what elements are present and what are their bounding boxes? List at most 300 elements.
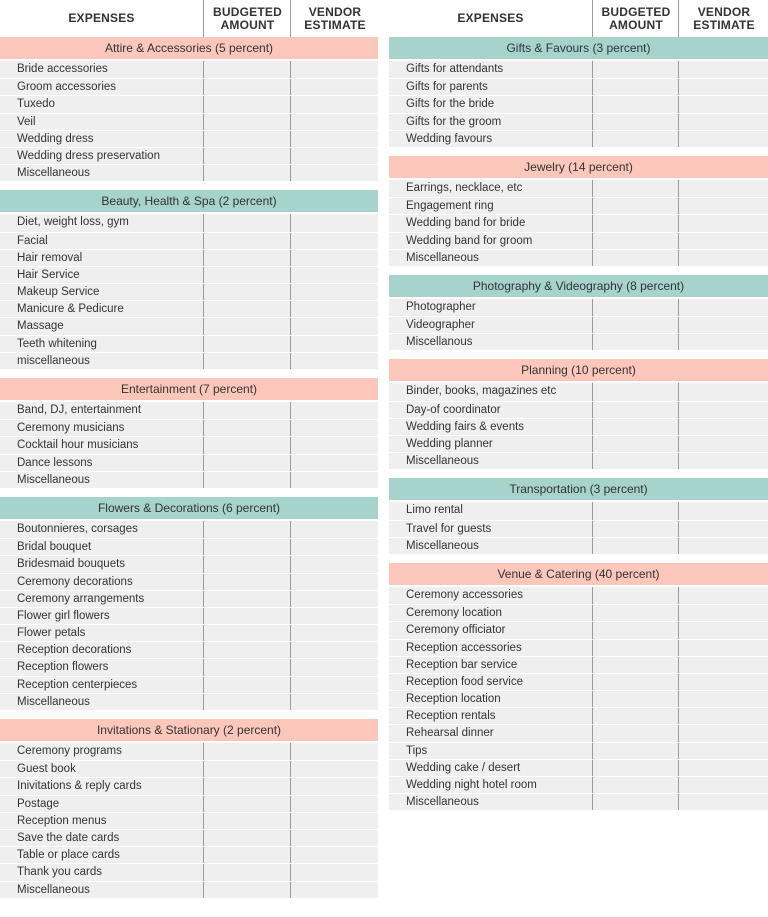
vendor-estimate-cell[interactable] — [290, 318, 291, 334]
expense-label: Wedding dress preservation — [17, 149, 160, 162]
budgeted-amount-cell[interactable] — [592, 180, 593, 197]
expense-label: Miscellaneous — [17, 695, 90, 708]
section-gap — [0, 181, 378, 190]
expense-label: Massage — [17, 320, 64, 333]
budgeted-amount-cell[interactable] — [592, 215, 593, 231]
vendor-estimate-cell[interactable] — [290, 778, 291, 794]
budgeted-amount-cell[interactable] — [203, 233, 204, 249]
vendor-estimate-header: VENDOR ESTIMATE — [678, 0, 768, 37]
vendor-estimate-cell[interactable] — [678, 299, 679, 316]
expense-label: Miscellaneous — [17, 883, 90, 896]
section-title: Entertainment (7 percent) — [0, 378, 378, 400]
budgeted-amount-cell[interactable] — [203, 796, 204, 812]
expense-section — [0, 190, 378, 369]
expense-label: Wedding band for groom — [406, 234, 533, 247]
vendor-estimate-cell[interactable] — [290, 472, 291, 488]
expense-label: Ceremony officiator — [406, 624, 506, 637]
expense-label: Flower petals — [17, 627, 86, 640]
section-gap — [0, 488, 378, 497]
expense-label: Makeup Service — [17, 286, 100, 299]
vendor-estimate-cell[interactable] — [290, 694, 291, 710]
expense-label: Manicure & Pedicure — [17, 303, 124, 316]
table-row — [0, 624, 378, 641]
budgeted-amount-cell[interactable] — [592, 131, 593, 147]
vendor-estimate-cell[interactable] — [290, 233, 291, 249]
left-column — [0, 0, 378, 898]
expense-label: Miscellaneous — [17, 473, 90, 486]
vendor-estimate-cell[interactable] — [290, 574, 291, 590]
budgeted-amount-cell[interactable] — [203, 882, 204, 898]
budgeted-amount-cell[interactable] — [203, 539, 204, 555]
expense-label: Groom accessories — [17, 81, 117, 94]
budgeted-amount-cell[interactable] — [203, 318, 204, 334]
table-row — [0, 436, 378, 453]
table-row — [389, 537, 768, 554]
vendor-estimate-cell[interactable] — [290, 521, 291, 538]
vendor-estimate-cell[interactable] — [290, 625, 291, 641]
table-row — [0, 743, 378, 760]
table-row — [0, 555, 378, 572]
vendor-estimate-cell[interactable] — [678, 622, 679, 638]
vendor-estimate-cell[interactable] — [290, 864, 291, 880]
table-row — [389, 435, 768, 452]
vendor-estimate-cell[interactable] — [678, 538, 679, 554]
table-header — [389, 0, 768, 37]
budgeted-amount-cell[interactable] — [592, 725, 593, 741]
expense-label: Gifts for the bride — [406, 98, 495, 111]
expense-label: Miscellaneous — [17, 167, 90, 180]
vendor-estimate-cell[interactable] — [290, 539, 291, 555]
table-row — [0, 95, 378, 112]
table-row — [0, 283, 378, 300]
vendor-estimate-cell[interactable] — [290, 847, 291, 863]
section-gap — [389, 266, 768, 275]
budgeted-amount-cell[interactable] — [592, 743, 593, 759]
right-column — [389, 0, 768, 810]
budgeted-amount-cell[interactable] — [592, 436, 593, 452]
table-row — [0, 130, 378, 147]
budgeted-amount-cell[interactable] — [203, 472, 204, 488]
table-row — [0, 249, 378, 266]
budgeted-amount-cell[interactable] — [203, 659, 204, 675]
budgeted-amount-cell[interactable] — [203, 165, 204, 181]
vendor-estimate-cell[interactable] — [678, 383, 679, 400]
budgeted-amount-cell[interactable] — [592, 657, 593, 673]
vendor-estimate-cell[interactable] — [678, 334, 679, 350]
table-row — [389, 742, 768, 759]
expense-label: Miscellaneous — [406, 796, 479, 809]
section-title: Jewelry (14 percent) — [389, 156, 768, 178]
section-title: Gifts & Favours (3 percent) — [389, 37, 768, 59]
section-title: Transportation (3 percent) — [389, 478, 768, 500]
budgeted-amount-cell[interactable] — [203, 402, 204, 419]
expense-label: Reception bar service — [406, 658, 518, 671]
budgeted-amount-cell[interactable] — [592, 605, 593, 621]
vendor-estimate-cell[interactable] — [290, 96, 291, 112]
vendor-estimate-cell[interactable] — [290, 830, 291, 846]
vendor-estimate-cell[interactable] — [290, 761, 291, 777]
expense-label: Boutonnieres, corsages — [17, 522, 138, 535]
vendor-estimate-cell[interactable] — [678, 114, 679, 130]
budgeted-amount-cell[interactable] — [592, 299, 593, 316]
expense-label: Day-of coordinator — [406, 403, 501, 416]
expense-label: Reception accessories — [406, 641, 522, 654]
vendor-estimate-cell[interactable] — [290, 882, 291, 898]
expense-label: Wedding band for bride — [406, 217, 526, 230]
vendor-estimate-cell[interactable] — [678, 180, 679, 197]
table-row — [389, 639, 768, 656]
budgeted-amount-cell[interactable] — [203, 591, 204, 607]
expenses-header: EXPENSES — [457, 11, 524, 25]
budgeted-amount-cell[interactable] — [592, 622, 593, 638]
budgeted-amount-cell[interactable] — [203, 694, 204, 710]
expense-label: Teeth whitening — [17, 337, 97, 350]
expense-label: Binder, books, magazines etc — [406, 385, 557, 398]
vendor-estimate-cell[interactable] — [678, 96, 679, 112]
table-row — [389, 401, 768, 418]
vendor-estimate-cell[interactable] — [290, 743, 291, 760]
table-row — [0, 317, 378, 334]
vendor-estimate-cell[interactable] — [678, 777, 679, 793]
budgeted-amount-cell[interactable] — [203, 267, 204, 283]
table-row — [389, 61, 768, 78]
expense-label: Gifts for parents — [406, 81, 488, 94]
vendor-estimate-cell[interactable] — [678, 215, 679, 231]
expenses-header: EXPENSES — [68, 11, 135, 25]
budgeted-amount-cell[interactable] — [203, 214, 204, 231]
table-row — [389, 214, 768, 231]
budgeted-amount-cell[interactable] — [592, 61, 593, 78]
vendor-estimate-cell[interactable] — [290, 437, 291, 453]
table-row — [389, 197, 768, 214]
budgeted-amount-cell[interactable] — [203, 743, 204, 760]
table-row — [389, 724, 768, 741]
budgeted-amount-cell[interactable] — [203, 455, 204, 471]
table-row — [0, 846, 378, 863]
expense-label: Facial — [17, 234, 48, 247]
vendor-estimate-cell[interactable] — [678, 317, 679, 333]
budgeted-amount-header: BUDGETED AMOUNT — [203, 0, 291, 37]
budgeted-amount-cell[interactable] — [203, 625, 204, 641]
vendor-estimate-cell[interactable] — [290, 165, 291, 181]
table-row — [389, 690, 768, 707]
budgeted-amount-cell[interactable] — [592, 402, 593, 418]
budgeted-amount-cell[interactable] — [592, 114, 593, 130]
vendor-estimate-cell[interactable] — [678, 725, 679, 741]
table-row — [389, 333, 768, 350]
vendor-estimate-cell[interactable] — [678, 131, 679, 147]
vendor-estimate-header: VENDOR ESTIMATE — [290, 0, 379, 37]
expense-label: Miscellanous — [406, 336, 473, 349]
table-row — [389, 249, 768, 266]
vendor-estimate-cell[interactable] — [290, 250, 291, 266]
expense-label: Diet, weight loss, gym — [17, 216, 129, 229]
vendor-estimate-cell[interactable] — [290, 677, 291, 693]
budgeted-amount-cell[interactable] — [203, 79, 204, 95]
budgeted-amount-cell[interactable] — [203, 864, 204, 880]
expense-label: Engagement ring — [406, 200, 494, 213]
vendor-estimate-cell[interactable] — [290, 402, 291, 419]
table-row — [0, 863, 378, 880]
table-row — [389, 180, 768, 197]
vendor-estimate-cell[interactable] — [678, 419, 679, 435]
table-row — [0, 113, 378, 130]
budgeted-amount-cell[interactable] — [203, 830, 204, 846]
expense-label: Ceremony musicians — [17, 422, 125, 435]
vendor-estimate-cell[interactable] — [290, 796, 291, 812]
vendor-estimate-cell[interactable] — [290, 61, 291, 78]
table-row — [389, 130, 768, 147]
expense-label: Wedding planner — [406, 438, 493, 450]
vendor-estimate-cell[interactable] — [678, 587, 679, 604]
budgeted-amount-cell[interactable] — [203, 761, 204, 777]
section-rows — [0, 400, 378, 488]
section-rows — [0, 212, 378, 369]
vendor-estimate-cell[interactable] — [678, 436, 679, 452]
section-title: Photography & Videography (8 percent) — [389, 275, 768, 297]
table-row — [0, 693, 378, 710]
expense-label: Bride accessories — [17, 63, 108, 75]
vendor-estimate-cell[interactable] — [290, 642, 291, 658]
budgeted-amount-cell[interactable] — [203, 131, 204, 147]
expense-label: Ceremony arrangements — [17, 592, 145, 605]
vendor-estimate-cell[interactable] — [290, 455, 291, 471]
table-row — [0, 147, 378, 164]
table-row — [389, 776, 768, 793]
vendor-estimate-cell[interactable] — [290, 131, 291, 147]
budgeted-amount-cell[interactable] — [203, 336, 204, 352]
table-row — [389, 78, 768, 95]
vendor-estimate-cell[interactable] — [678, 79, 679, 95]
budgeted-amount-cell[interactable] — [592, 587, 593, 604]
expense-label: Guest book — [17, 763, 76, 776]
expense-label: Reception menus — [17, 814, 107, 827]
expense-label: Earrings, necklace, etc — [406, 181, 523, 194]
budgeted-amount-cell[interactable] — [203, 61, 204, 78]
expense-label: Hair removal — [17, 251, 83, 264]
budgeted-amount-cell[interactable] — [592, 198, 593, 214]
budgeted-amount-cell[interactable] — [203, 284, 204, 300]
section-gap — [389, 350, 768, 359]
budgeted-amount-cell[interactable] — [203, 301, 204, 317]
table-row — [389, 383, 768, 400]
budgeted-amount-cell[interactable] — [592, 691, 593, 707]
vendor-estimate-cell[interactable] — [678, 402, 679, 418]
expense-label: Hair Service — [17, 268, 80, 281]
expense-label: Ceremony location — [406, 607, 502, 620]
vendor-estimate-cell[interactable] — [678, 674, 679, 690]
table-row — [0, 471, 378, 488]
section-rows — [0, 519, 378, 710]
expense-label: Videographer — [406, 319, 475, 332]
budgeted-amount-cell[interactable] — [592, 640, 593, 656]
vendor-estimate-cell[interactable] — [290, 114, 291, 130]
budgeted-amount-cell[interactable] — [203, 642, 204, 658]
section-rows — [389, 178, 768, 266]
section-rows — [389, 59, 768, 147]
table-row — [0, 812, 378, 829]
expense-section — [389, 275, 768, 351]
table-row — [0, 61, 378, 78]
budgeted-amount-cell[interactable] — [203, 420, 204, 436]
expense-label: Bridal bouquet — [17, 541, 92, 554]
table-row — [0, 676, 378, 693]
vendor-estimate-cell[interactable] — [678, 657, 679, 673]
vendor-estimate-cell[interactable] — [290, 813, 291, 829]
budgeted-amount-cell[interactable] — [592, 760, 593, 776]
section-rows — [389, 585, 768, 810]
budgeted-amount-cell[interactable] — [203, 778, 204, 794]
budgeted-amount-cell[interactable] — [592, 674, 593, 690]
table-row — [0, 658, 378, 675]
table-row — [0, 760, 378, 777]
table-row — [0, 266, 378, 283]
section-rows — [389, 381, 768, 469]
section-title: Flowers & Decorations (6 percent) — [0, 497, 378, 519]
expense-label: Table or place cards — [17, 849, 120, 862]
vendor-estimate-cell[interactable] — [290, 608, 291, 624]
vendor-estimate-cell[interactable] — [678, 640, 679, 656]
section-gap — [0, 369, 378, 378]
expense-label: Wedding fairs & events — [406, 420, 525, 433]
expense-section — [0, 378, 378, 488]
vendor-estimate-cell[interactable] — [678, 502, 679, 519]
section-rows — [0, 59, 378, 181]
expense-label: Cocktail hour musicians — [17, 439, 139, 452]
vendor-estimate-cell[interactable] — [290, 556, 291, 572]
expense-label: Travel for guests — [406, 522, 492, 535]
section-title: Attire & Accessories (5 percent) — [0, 37, 378, 59]
budgeted-amount-cell[interactable] — [203, 96, 204, 112]
vendor-estimate-cell[interactable] — [678, 794, 679, 810]
budgeted-amount-cell[interactable] — [592, 96, 593, 112]
vendor-estimate-cell[interactable] — [678, 61, 679, 78]
vendor-estimate-cell[interactable] — [290, 79, 291, 95]
budgeted-amount-cell[interactable] — [203, 608, 204, 624]
expense-label: Reception centerpieces — [17, 678, 138, 691]
budgeted-amount-cell[interactable] — [203, 847, 204, 863]
budgeted-amount-cell[interactable] — [592, 777, 593, 793]
table-row — [389, 452, 768, 469]
expense-label: Tips — [406, 744, 428, 757]
budgeted-amount-cell[interactable] — [203, 521, 204, 538]
budgeted-amount-cell[interactable] — [203, 148, 204, 164]
vendor-estimate-cell[interactable] — [678, 521, 679, 537]
table-row — [389, 316, 768, 333]
expense-label: Ceremony accessories — [406, 588, 523, 601]
table-row — [0, 78, 378, 95]
table-row — [0, 607, 378, 624]
budgeted-amount-cell[interactable] — [592, 334, 593, 350]
budgeted-amount-cell[interactable] — [203, 677, 204, 693]
budgeted-amount-cell[interactable] — [592, 317, 593, 333]
table-row — [0, 232, 378, 249]
table-row — [389, 604, 768, 621]
table-row — [0, 214, 378, 231]
expense-label: Gifts for attendants — [406, 63, 504, 75]
expense-label: Reception location — [406, 693, 501, 706]
section-title: Invitations & Stationary (2 percent) — [0, 719, 378, 741]
table-row — [0, 881, 378, 898]
expense-section — [0, 719, 378, 898]
expense-section — [0, 497, 378, 710]
vendor-estimate-cell[interactable] — [678, 198, 679, 214]
vendor-estimate-cell[interactable] — [290, 659, 291, 675]
table-header — [0, 0, 378, 37]
expense-label: Band, DJ, entertainment — [17, 404, 142, 416]
section-rows — [0, 741, 378, 898]
budgeted-amount-cell[interactable] — [203, 353, 204, 369]
vendor-estimate-cell[interactable] — [290, 591, 291, 607]
budgeted-amount-cell[interactable] — [203, 437, 204, 453]
budgeted-amount-cell[interactable] — [592, 502, 593, 519]
expense-label: Tuxedo — [17, 98, 55, 111]
table-row — [0, 419, 378, 436]
budgeted-amount-cell[interactable] — [592, 383, 593, 400]
vendor-estimate-cell[interactable] — [678, 760, 679, 776]
budgeted-amount-cell[interactable] — [203, 114, 204, 130]
vendor-estimate-cell[interactable] — [678, 250, 679, 266]
expense-section — [389, 478, 768, 554]
expense-label: Wedding cake / desert — [406, 761, 521, 774]
expense-label: miscellaneous — [17, 354, 90, 367]
table-row — [0, 402, 378, 419]
budgeted-amount-cell[interactable] — [203, 250, 204, 266]
vendor-estimate-cell[interactable] — [678, 605, 679, 621]
vendor-estimate-cell[interactable] — [290, 284, 291, 300]
vendor-estimate-cell[interactable] — [290, 267, 291, 283]
budgeted-amount-cell[interactable] — [203, 574, 204, 590]
budgeted-amount-cell[interactable] — [592, 538, 593, 554]
budgeted-amount-cell[interactable] — [592, 419, 593, 435]
table-row — [389, 418, 768, 435]
budgeted-amount-cell[interactable] — [592, 794, 593, 810]
vendor-estimate-cell[interactable] — [290, 214, 291, 231]
vendor-estimate-cell[interactable] — [290, 420, 291, 436]
budgeted-amount-cell[interactable] — [203, 813, 204, 829]
expense-label: Save the date cards — [17, 831, 120, 844]
vendor-estimate-cell[interactable] — [290, 353, 291, 369]
table-row — [389, 621, 768, 638]
vendor-estimate-cell[interactable] — [290, 336, 291, 352]
budgeted-amount-cell[interactable] — [592, 233, 593, 249]
table-row — [389, 759, 768, 776]
expense-label: Wedding favours — [406, 132, 493, 145]
expense-label: Miscellaneous — [406, 251, 479, 264]
vendor-estimate-cell[interactable] — [290, 301, 291, 317]
budgeted-amount-cell[interactable] — [592, 79, 593, 95]
vendor-estimate-cell[interactable] — [290, 148, 291, 164]
table-row — [0, 521, 378, 538]
section-gap — [389, 554, 768, 563]
vendor-estimate-cell[interactable] — [678, 453, 679, 469]
expense-label: Gifts for the groom — [406, 115, 502, 128]
budgeted-amount-cell[interactable] — [592, 453, 593, 469]
budgeted-amount-cell[interactable] — [592, 521, 593, 537]
table-row — [389, 299, 768, 316]
budgeted-amount-cell[interactable] — [203, 556, 204, 572]
vendor-estimate-cell[interactable] — [678, 743, 679, 759]
section-rows — [389, 297, 768, 351]
budgeted-amount-cell[interactable] — [592, 250, 593, 266]
vendor-estimate-cell[interactable] — [678, 691, 679, 707]
budgeted-amount-cell[interactable] — [592, 708, 593, 724]
vendor-estimate-cell[interactable] — [678, 708, 679, 724]
expense-label: Postage — [17, 797, 60, 810]
vendor-estimate-cell[interactable] — [678, 233, 679, 249]
table-row — [0, 164, 378, 181]
expense-label: Ceremony decorations — [17, 575, 133, 588]
